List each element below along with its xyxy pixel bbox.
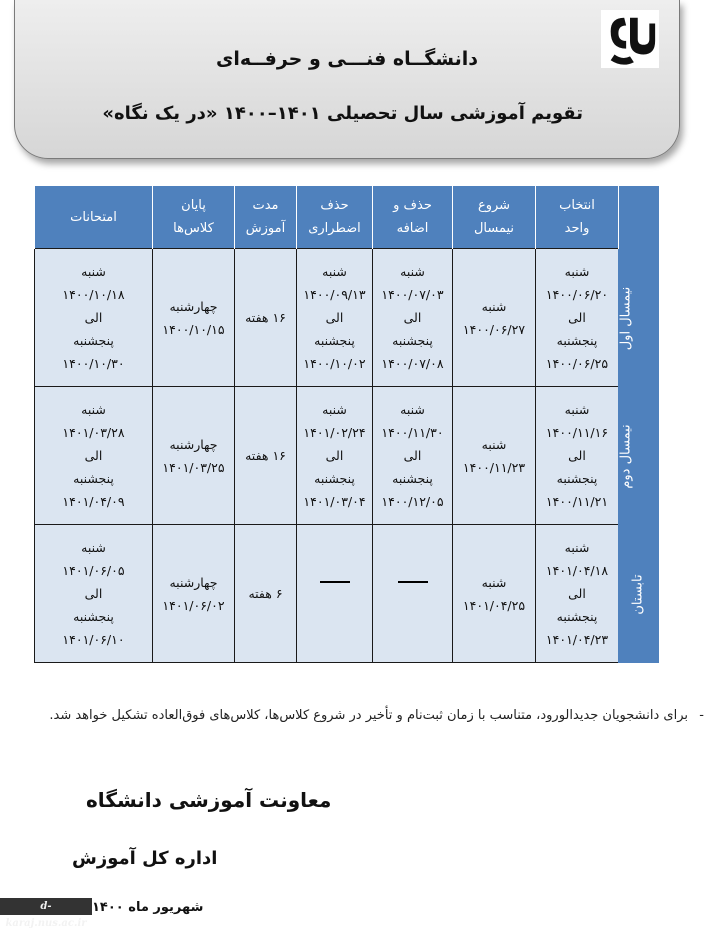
cell-line: پنجشنبه [314, 471, 355, 486]
date-cell [153, 249, 235, 387]
header-cell: مدت آموزش [235, 186, 297, 249]
cell-line: پنجشنبه [556, 471, 598, 486]
table-row [35, 387, 659, 525]
date-cell [453, 525, 536, 663]
cell-line: ۱۴۰۱/۰۶/۰۵ [62, 563, 125, 578]
date-cell [453, 249, 536, 387]
header-box [14, 0, 680, 159]
date-cell [373, 525, 453, 663]
cell-line: ۱۴۰۰/۱۰/۱۵ [162, 321, 225, 337]
cell-line: الی [403, 448, 422, 463]
cell-line: شنبه [564, 264, 590, 279]
cell-line: ۱۴۰۰/۰۹/۱۳ [303, 287, 366, 302]
cell-line: پنجشنبه [556, 609, 598, 624]
cell-line: ۱۴۰۰/۱۰/۰۲ [303, 356, 366, 371]
cell-line: ۱۴۰۱/۰۶/۰۲ [162, 597, 225, 613]
cell-line: چهارشنبه [169, 436, 218, 452]
date-cell [35, 525, 153, 663]
cell-line: شنبه [322, 264, 347, 279]
header-cell: شروع نیمسال [453, 186, 536, 249]
cell-line: شنبه [400, 264, 425, 279]
cell-line: ۱۴۰۰/۰۷/۰۸ [381, 356, 444, 371]
cell-line: ۱۴۰۱/۰۲/۲۴ [303, 425, 366, 440]
cell-line: ۱۴۰۱/۰۴/۲۳ [545, 632, 609, 647]
header-cell: امتحانات [35, 186, 153, 249]
cell-line: ۱۴۰۱/۰۴/۰۹ [62, 494, 125, 509]
cell-line: الی [325, 448, 344, 463]
empty-dash [398, 581, 428, 606]
cell-line: ۱۴۰۰/۱۰/۳۰ [62, 356, 125, 371]
cell-line: الی [568, 310, 586, 325]
cell-line: ۱۴۰۰/۰۷/۰۳ [381, 287, 444, 302]
date-cell [297, 387, 373, 525]
date-cell [35, 387, 153, 525]
date-cell [235, 387, 297, 525]
cell-line: الی [568, 448, 586, 463]
date-cell [536, 525, 619, 663]
issue-date: شهریور ماه ۱۴۰۰ [92, 900, 204, 915]
semester-label: نیمسال اول [618, 286, 634, 350]
semester-label: تابستان [630, 573, 646, 615]
new-students-note [48, 700, 704, 731]
cell-line: پنجشنبه [73, 471, 114, 486]
cell-line: پنجشنبه [556, 333, 598, 348]
cell-line: شنبه [400, 402, 425, 417]
department-signature: اداره کل آموزش [72, 848, 218, 869]
note-bullet: - [699, 708, 704, 723]
date-cell [153, 525, 235, 663]
cell-line: ۶ هفته [248, 586, 283, 601]
cell-line: ۱۶ هفته [245, 448, 286, 463]
cell-line: شنبه [81, 264, 106, 279]
date-cell [297, 525, 373, 663]
semester-label: نیمسال دوم [618, 423, 634, 489]
cell-line: چهارشنبه [169, 574, 218, 590]
header-cell: پایان کلاس‌ها [153, 186, 235, 249]
cell-line: ۱۴۰۰/۱۱/۲۱ [545, 494, 609, 509]
cell-line: ۱۴۰۱/۰۳/۲۸ [62, 425, 125, 440]
cell-line: الی [568, 586, 586, 601]
table-row [35, 525, 659, 663]
cell-line: ۱۶ هفته [245, 310, 286, 325]
cell-line: شنبه [481, 574, 507, 590]
table-row [35, 249, 659, 387]
table-body [35, 249, 659, 663]
semester-label-cell [619, 249, 659, 387]
cell-line: ۱۴۰۰/۱۱/۱۶ [545, 425, 609, 440]
cell-line: ۱۴۰۱/۰۴/۱۸ [545, 563, 609, 578]
academic-calendar-table [34, 186, 659, 663]
cell-line: شنبه [322, 402, 347, 417]
cell-line: ۱۴۰۰/۱۲/۰۵ [381, 494, 444, 509]
cell-line: پنجشنبه [73, 333, 114, 348]
cell-line: ۱۴۰۱/۰۶/۱۰ [62, 632, 125, 647]
cell-line: پنجشنبه [73, 609, 114, 624]
cell-line: ۱۴۰۰/۱۱/۲۳ [462, 459, 526, 475]
date-cell [453, 387, 536, 525]
header-cell: انتخاب واحد [536, 186, 619, 249]
header-corner [619, 186, 659, 249]
cell-line: پنجشنبه [392, 333, 433, 348]
office-signature: معاونت آموزشی دانشگاه [86, 788, 332, 812]
cell-line: چهارشنبه [169, 298, 218, 314]
cell-line: شنبه [81, 402, 106, 417]
cell-line: ۱۴۰۰/۰۶/۲۰ [545, 287, 609, 302]
cell-line: الی [84, 586, 103, 601]
semester-label-cell [619, 387, 659, 525]
calendar-title: تقویم آموزشی سال تحصیلی ۱۴۰۱–۱۴۰۰ «در یک نگاه» [102, 103, 583, 124]
cell-line: الی [84, 310, 103, 325]
cell-line: ۱۴۰۱/۰۴/۲۵ [462, 597, 526, 613]
cell-line: الی [403, 310, 422, 325]
cell-line: پنجشنبه [314, 333, 355, 348]
note-text: برای دانشجویان جدیدالورود، متناسب با زمان ثبت‌نام و تأخیر در شروع کلاس‌ها، کلاس‌های فوق‌العاده تشکیل خواهد شد. [49, 708, 688, 723]
date-cell [153, 387, 235, 525]
cell-line: شنبه [564, 540, 590, 555]
header-cell: حذف و اضافه [373, 186, 453, 249]
university-name: دانشگــاه فنـــی و حرفــه‌ای [215, 48, 479, 70]
date-cell [373, 249, 453, 387]
site-watermark: d-karaj.nus.ac.ir [0, 898, 92, 915]
cell-line: الی [325, 310, 344, 325]
date-cell [373, 387, 453, 525]
semester-label-cell [619, 525, 659, 663]
cell-line: ۱۴۰۰/۰۶/۲۷ [462, 321, 526, 337]
date-cell [235, 525, 297, 663]
cell-line: پنجشنبه [392, 471, 433, 486]
cell-line: ۱۴۰۱/۰۳/۰۴ [303, 494, 366, 509]
cell-line: شنبه [564, 402, 590, 417]
date-cell [235, 249, 297, 387]
cell-line: ۱۴۰۰/۰۶/۲۵ [545, 356, 609, 371]
cell-line: ۱۴۰۱/۰۳/۲۵ [162, 459, 225, 475]
date-cell [297, 249, 373, 387]
cell-line: ۱۴۰۰/۱۱/۳۰ [381, 425, 444, 440]
date-cell [35, 249, 153, 387]
empty-dash [320, 581, 350, 606]
table-header-row [35, 186, 659, 249]
cell-line: شنبه [481, 436, 507, 452]
cell-line: الی [84, 448, 103, 463]
header-cell: حذف اضطراری [297, 186, 373, 249]
cell-line: شنبه [81, 540, 106, 555]
cell-line: ۱۴۰۰/۱۰/۱۸ [62, 287, 125, 302]
cell-line: شنبه [481, 298, 507, 314]
